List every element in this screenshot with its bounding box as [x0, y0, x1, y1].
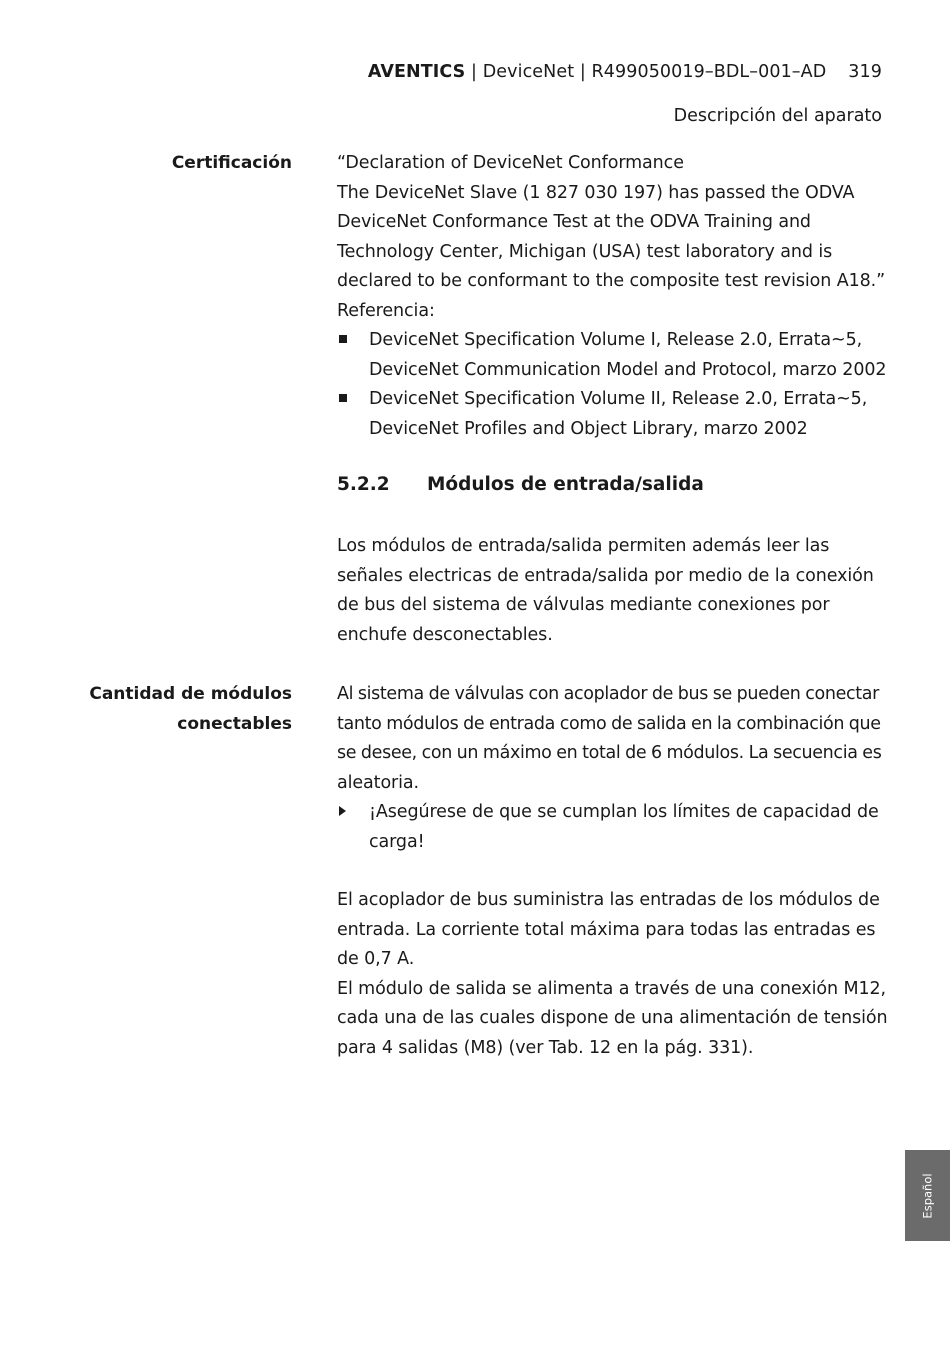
text-line: Los módulos de entrada/salida permiten además leer las	[337, 536, 830, 556]
square-bullet-icon	[337, 326, 357, 356]
text-line: Referencia:	[337, 300, 435, 321]
text-line: El acoplador de bus suministra las entradas de los módulos de	[337, 890, 880, 910]
running-header	[368, 62, 882, 82]
text-line: señales electricas de entrada/salida por medio de la conexión	[337, 565, 874, 586]
text-line: de 0,7 A.	[337, 949, 415, 969]
page-number: 319	[848, 62, 882, 82]
modules-count-body	[337, 680, 897, 857]
reference-item	[337, 326, 897, 385]
certification-body	[337, 149, 897, 444]
supply-paragraph	[337, 886, 897, 1063]
section-title: Módulos de entrada/salida	[427, 474, 704, 495]
square-bullet-icon	[337, 385, 357, 415]
language-tab	[905, 1150, 950, 1241]
text-line: DeviceNet Specification Volume I, Release 2.0, Errata~5,	[369, 330, 863, 350]
modules-count-label	[89, 680, 292, 739]
text-line: DeviceNet Communication Model and Protocol, marzo 2002	[369, 359, 887, 380]
text-line: cada una de las cuales dispone de una alimentación de tensión	[337, 1008, 888, 1028]
brand-name: AVENTICS	[367, 62, 466, 82]
text-line: entrada. La corriente total máxima para todas las entradas es	[337, 919, 876, 940]
certification-label: Certificación	[171, 153, 292, 173]
text-line: Technology Center, Michigan (USA) test laboratory and is	[337, 241, 833, 262]
label-line: Cantidad de módulos	[89, 684, 292, 704]
text-line: enchufe desconectables.	[337, 624, 553, 645]
text-line: The DeviceNet Slave (1 827 030 197) has passed the ODVA	[337, 182, 855, 203]
text-line: se desee, con un máximo en total de 6 módulos. La secuencia es	[337, 743, 882, 763]
text-line: Al sistema de válvulas con acoplador de bus se pueden conectar	[337, 684, 879, 704]
text-line: tanto módulos de entrada como de salida en la combinación que	[337, 713, 881, 734]
text-line: DeviceNet Specification Volume II, Release 2.0, Errata~5,	[369, 389, 868, 409]
text-line: aleatoria.	[337, 772, 419, 793]
text-line: declared to be conformant to the composite test revision A18.”	[337, 271, 886, 291]
text-line: DeviceNet Profiles and Object Library, marzo 2002	[369, 418, 808, 439]
language-tab-label: Español	[920, 1172, 935, 1219]
section-heading	[337, 474, 704, 495]
text-line: carga!	[369, 831, 425, 852]
reference-item	[337, 385, 897, 444]
instruction-item	[337, 798, 897, 857]
label-line: conectables	[177, 713, 292, 734]
section-header: Descripción del aparato	[673, 106, 882, 126]
arrow-bullet-icon	[337, 798, 357, 828]
section-number: 5.2.2	[337, 474, 390, 495]
text-line: de bus del sistema de válvulas mediante conexiones por	[337, 595, 830, 615]
text-line: “Declaration of DeviceNet Conformance	[337, 153, 684, 173]
section-intro	[337, 532, 897, 650]
text-line: El módulo de salida se alimenta a través de una conexión M12,	[337, 978, 886, 999]
text-line: ¡Asegúrese de que se cumplan los límites de capacidad de	[369, 802, 879, 822]
text-line: para 4 salidas (M8) (ver Tab. 12 en la pág. 331).	[337, 1037, 754, 1058]
document-id: | DeviceNet | R499050019–BDL–001–AD	[465, 62, 827, 82]
text-line: DeviceNet Conformance Test at the ODVA Training and	[337, 212, 811, 232]
